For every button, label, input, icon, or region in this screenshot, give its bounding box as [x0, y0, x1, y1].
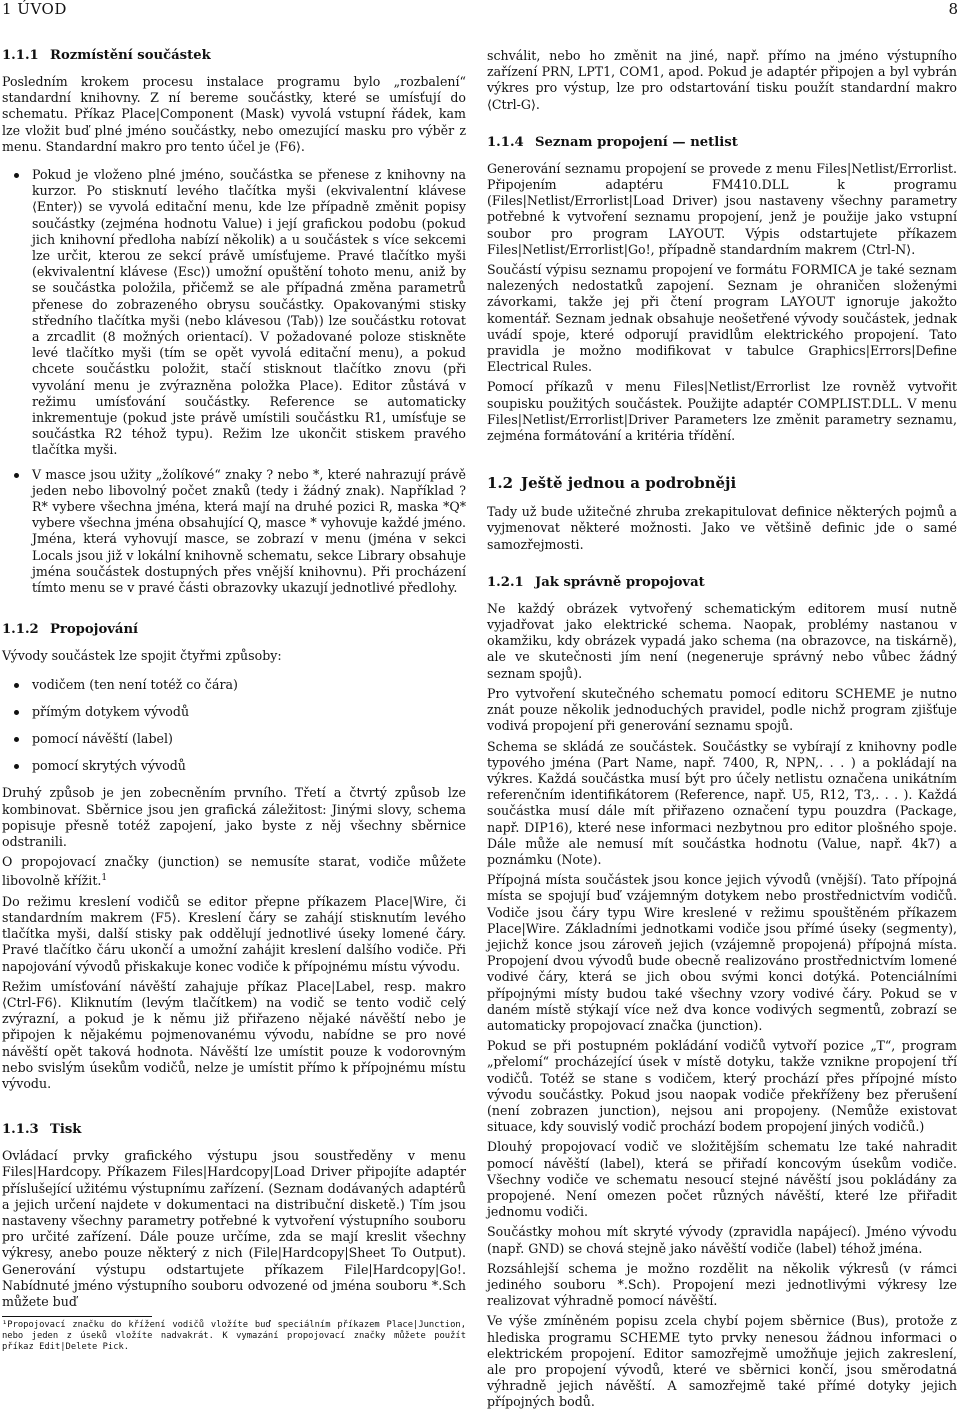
paragraph: Pro vytvoření skutečného schematu pomocí editoru SCHEME je nutno znát pouze několik jednoduchých pravidel, podle nichž program zjišťuje vodivá propojení při generování seznamu spojů. — [487, 685, 957, 734]
paragraph: Vývody součástek lze spojit čtyřmi způsoby: — [2, 648, 282, 664]
list-item: vodičem (ten není totéž co čára) — [2, 677, 466, 693]
paragraph: Dlouhý propojovací vodič ve složitějším schematu lze také nahradit pomocí návěští (label), která se přiřadí koncovým úsekům vodiče. Všechny vodiče ve schematu nesoucí stejné návěští jsou pokládány za propojené. Není omezen počet různých návěští, které lze přiřadit jednomu vodiči. — [487, 1139, 957, 1220]
paragraph: Režim umísťování návěští zahajuje příkaz Place|Label, resp. makro ⟨Ctrl-F6⟩. Kliknutím (levým tlačítkem) na vodič se tento vodič celý zvýrazní, a pokud je k němu již přiřazeno nějaké návěští nebo je připojen k nějakému pojmenovanému vývodu, nabídne se pro nové návěští opět taková hodnota. Návěští lze umístit pouze k vodorovným nebo svislým úsekům vodičů, nelze je umístit přímo k přípojnému místu vývodu. — [2, 978, 466, 1091]
right-column — [487, 48, 957, 1415]
bullet-list — [2, 467, 466, 597]
paragraph: Pokud se při postupném pokládání vodičů vytvoří pozice „T“, program „přelomí“ procházející úsek v místě dotyku, takže vznikne propojení tří vodičů. Totéž se stane s vodičem, který prochází přes přípojné místo vývodu součástky. Pokud jsou naopak vodiče překříženy bez přerušení (není zobrazen junction), nejsou ani propojeny. (Nemůže existovat situace, kdy souvislý vodič prochází bodem propojení jiných vodičů.) — [487, 1038, 957, 1135]
section-heading-1-1-4: 1.1.4 Seznam propojení — netlist — [487, 134, 738, 150]
paragraph: Součástky mohou mít skryté vývody (zpravidla napájecí). Jméno vývodu (např. GND) se chová stejně jako návěští vodiče (label) téhož jména. — [487, 1224, 957, 1256]
paragraph: Generování seznamu propojení se provede z menu Files|Netlist/Errorlist. Připojením adaptéru FM410.DLL k programu (Files|Netlist/Errorlist|Load Driver) jsou nastaveny všechny parametry potřebné k vytvoření seznamu propojení, jenž je použije jako vstupní soubor pro program LAYOUT. Výpis odstartujete příkazem Files|Netlist/Errorlist|Go!, případně standardním makrem ⟨Ctrl-N⟩. — [487, 160, 957, 257]
paragraph: Ne každý obrázek vytvořený schematickým editorem musí nutně vyjadřovat jako elektrické schema. Naopak, problémy nastanou v okamžiku, kdy obrázek vypadá jako schema (na obrazovce, na tiskárně), ale ve skutečnosti jím není (negeneruje správný nebo vůbec žádný seznam spojů). — [487, 600, 957, 681]
paragraph: Součástí výpisu seznamu propojení ve formátu FORMICA je také seznam nalezených nedostatků zapojení. Seznam je ohraničen složenými závorkami, takže jej při čtení program LAYOUT ignoruje jakožto komentář. Seznam jednak obsahuje neošetřené vývody součástek, jednak uvádí spoje, které odporují pravidlům elektrického propojení. Tato pravidla je možno modifikovat v tabulce Graphics|Errors|Define Electrical Rules. — [487, 262, 957, 375]
list-item: pomocí skrytých vývodů — [2, 758, 466, 774]
paragraph: Ve výše zmíněném popisu zcela chybí pojem sběrnice (Bus), protože z hlediska programu SCHEME tyto prvky nenesou žádnou informaci o elektrickém propojení. Editor samozřejmě umožňuje jejich zakreslení, ale pro propojení vývodů, které ve sběrnici končí, jsou směrodatná výhradně jejich návěští. A samozřejmě také přímé dotyky jejich přípojných bodů. — [487, 1313, 957, 1410]
footnote-divider — [2, 1316, 152, 1317]
list-item: V masce jsou užity „žolíkové“ znaky ? nebo *, které nahrazují právě jeden nebo libovolný počet znaků (tedy i žádný znak). Například ?R* vybere všechna jména, která mají na druhé pozici R, maska *Q* vybere všechna jména obsahující Q, masce * vyhovuje každé jméno. Jména, která vyhovují masce, se zobrazí v menu (jména v sekci Locals jsou již v lokální knihovně schematu, sekce Library obsahuje jména součástek dostupných přes vnější knihovnu). Při procházení tímto menu se v pravé části obrazovky ukazují jednotlivé předlohy. — [2, 467, 466, 597]
paragraph: Posledním krokem procesu instalace programu bylo „rozbalení“ standardní knihovny. Z ní bereme součástky, které se umísťují do schematu. Příkaz Place|Component (Mask) vyvolá vstupní řádek, kam lze vložit buď plné jméno součástky, nebo omezující masku pro výběr z menu. Standardní makro pro tento účel je ⟨F6⟩. — [2, 74, 466, 154]
footnote: ¹Propojovací značku do křížení vodičů vložíte buď speciálním příkazem Place|Junction, nebo jeden z úseků vložíte nadvakrát. K vymazání propojovací značky můžete použít příkaz Edit|Delete Pick. — [2, 1320, 466, 1353]
paragraph: Schema se skládá ze součástek. Součástky se vybírají z knihovny podle typového jména (Part Name, např. 7400, R, NPN,. . . ) a pokládají na výkres. Každá součástka musí být pro účely netlistu označena unikátním referenčním identifikátorem (Reference, např. U5, R12, T3,. . . ). Každá součástka musí dále mít přiřazeno označení typu pouzdra (Package, např. DIP16), které nese informaci nezbytnou pro editor plošného spoje. Dále může ale nemusí mít součástka hodnotu (Value, např. 4k7) a poznámku (Note). — [487, 738, 957, 867]
list-item: Pokud je vloženo plné jméno, součástka se přenese z knihovny na kurzor. Po stisknutí levého tlačítka myši (ekvivalentní klávese ⟨Enter⟩) se vyvolá editační menu, kde lze případně změnit popisy součástky (zejména hodnotu Value) i její grafickou podobu (pokud jich knihovní předloha nabízí několik) a u součástek s více sekcemi lze určit, kterou ze sekcí právě umísťujeme. Pravé tlačítko myši (ekvivalentní klávese ⟨Esc⟩) umožní opuštění tohoto menu, aniž by se součástka položila, přičemž se ale případná změna parametrů přenese do zobrazeného obrysu součástky. Opakovanými stisky středního tlačítka myši (nebo klávesou ⟨Tab⟩) lze součástku rotovat a zrcadlit (8 možných orientací). V požadované poloze stiskněte levé tlačítko myši (tím se opět vyvolá editační menu), a pokud chcete součástku položit, stačí stisknout tlačítko znovu (při vyvolání menu je zvýrazněna položka Place). Editor zůstává v režimu umísťování součástky. Reference se automaticky inkrementuje (pokud jste právě umístili součástku R1, umísťuje se součástka R2 téhož typu). Režim lze ukončit stiskem pravého tlačítka myši. — [2, 167, 466, 459]
page-number: 8 — [948, 0, 958, 18]
section-heading-1-2: 1.2 Ještě jednou a podrobněji — [487, 474, 737, 493]
paragraph: Přípojná místa součástek jsou konce jejich vývodů (vnější). Tato přípojná místa se spojují buď vzájemným dotykem nebo prostřednictvím vodičů. Vodiče jsou čáry typu Wire kreslené v režimu spouštěném příkazem Place|Wire. Základními jednotkami vodiče jsou přímé úseky (segmenty), jejichž konce jsou zároveň jejich (vzájemně propojená) přípojná místa. Propojení dvou vývodů bude obecně realizováno prostřednictvím lomené vodivé čáry, která se jich obou svými konci dotýká. Potenciálními přípojnými místy budou také všechny vzory vodivé čáry. Pokud se v daném místě stýkají více než dva konce vodivých segmentů, zobrazí se automaticky propojovací značka (junction). — [487, 872, 957, 1033]
bullet-list — [2, 677, 466, 775]
list-item: přímým dotykem vývodů — [2, 704, 466, 720]
section-heading-1-1-1: 1.1.1 Rozmístění součástek — [2, 48, 211, 63]
page-header — [0, 0, 960, 22]
paragraph: Tady už bude užitečné zhruba zrekapitulovat definice některých pojmů a vyjmenovat některé možnosti. Jako ve většině definic jde o samé samozřejmosti. — [487, 504, 957, 552]
paragraph: Druhý způsob je jen zobecněním prvního. Třetí a čtvrtý způsob lze kombinovat. Sběrnice jsou jen grafická záležitost: Jinými slovy, schema popisuje přesně totéž zapojení, jako byste z něj všechny sběrnice odstranili. — [2, 785, 466, 849]
paragraph: Ovládací prvky grafického výstupu jsou soustředěny v menu Files|Hardcopy. Příkazem Files|Hardcopy|Load Driver připojíte adaptér příslušející užitému výstupnímu zařízení. (Seznam dodávaných adaptérů a jejich určení najdete v dokumentaci na distribuční disketě.) Tím jsou nastaveny všechny parametry potřebné k vytvoření výstupního souboru pro určité zařízení. Dále pouze určíme, zda se mají kreslit všechny výkresy, anebo pouze některý z nich (File|Hardcopy|Sheet To Output). Generování výstupu odstartujete příkazem File|Hardcopy|Go!. Nabídnuté jméno výstupního souboru odvozené od jména souboru *.Sch můžete buď — [2, 1148, 466, 1309]
paragraph: Pomocí příkazů v menu Files|Netlist/Errorlist lze rovněž vytvořit soupisku použitých součástek. Použijte adaptér COMPLIST.DLL. V menu Files|Netlist/Errorlist|Driver Parameters lze změnit parametry seznamu, zejména formátování a kritéria třídění. — [487, 379, 957, 444]
footnote-marker: 1 — [101, 873, 108, 884]
running-head: 1 ÚVOD — [2, 0, 67, 18]
paragraph: Rozsáhlejší schema je možno rozdělit na několik výkresů (v rámci jediného souboru *.Sch). Propojení mezi jednotlivými výkresy lze realizovat výhradně pomocí návěští. — [487, 1260, 957, 1309]
paragraph: schválit, nebo ho změnit na jiné, např. přímo na jméno výstupního zařízení PRN, LPT1, COM1, apod. Pokud je adaptér připojen a byl vybrán výkres pro výstup, lze pro odstartování tisku použít standardní makro ⟨Ctrl-G⟩. — [487, 48, 957, 112]
paragraph: Do režimu kreslení vodičů se editor přepne příkazem Place|Wire, či standardním makrem ⟨F5⟩. Kreslení čáry se zahájí stisknutím levého tlačítka myši, další stisky pak oddělují jednotlivé úseky lomené čáry. Pravé tlačítko čáru ukončí a umožní zahájit kreslení dalšího vodiče. Při napojování vývodů přiskakuje konec vodiče k přípojnému místu vývodu. — [2, 893, 466, 974]
section-heading-1-1-3: 1.1.3 Tisk — [2, 1122, 82, 1138]
section-heading-1-2-1: 1.2.1 Jak správně propojovat — [487, 574, 705, 590]
paragraph: O propojovací značky (junction) se nemusíte starat, vodiče můžete libovolně křížit.$^1$ — [2, 854, 466, 889]
bullet-list — [2, 167, 466, 459]
section-heading-1-1-2: 1.1.2 Propojování — [2, 622, 139, 638]
left-column — [2, 48, 466, 1353]
list-item: pomocí návěští (label) — [2, 731, 466, 747]
